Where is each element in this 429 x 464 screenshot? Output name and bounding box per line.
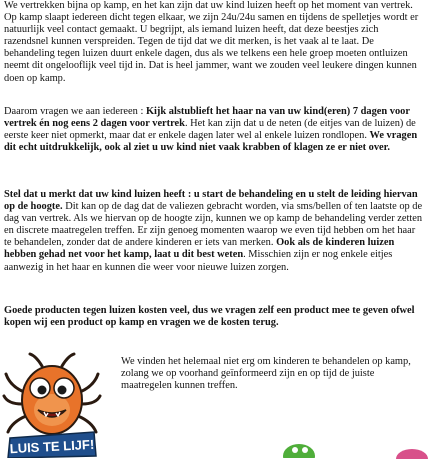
pink-decoration-icon — [396, 446, 429, 458]
paragraph-closing: We vinden het helemaal niet erg om kinderen te behandelen op kamp, zolang we op voorhand geïnformeerd zijn en op tijd de juiste maatregelen kunnen treffen. — [121, 356, 411, 392]
paragraph-intro: We vertrekken bijna op kamp, en het kan zijn dat uw kind luizen heeft op het moment van vertrek. Op kamp slaapt iedereen dicht tegen elkaar, we zijn 24u/24u samen en tijdens de spelletjes wordt er natuurlijk veel contact gemaakt. U begrijpt, als iemand luizen heeft, dat deze beestjes zich razendsnel kunnen verspreiden. Tegen de tijd dat we dit merken, is het vaak al te laat. De behandeling tegen luizen duurt enkele dagen, dus als we telkens een hele groep moeten ontluizen neemt dit ongelooflijk veel tijd in. Dat is heel jammer, want we zouden veel leukere dingen kunnen doen op kamp. — [4, 0, 419, 84]
procedure-body: Dit kan op de dag dat de valiezen gebracht worden, via sms/bellen of ten laatste op de dag van vertrek. Als we hiervan op de hoogte zijn, kunnen we op kamp de behandeling verder zetten en discrete maatregelen treffen. Er zijn genoeg momenten waarop we even tijd hebben om het haar te behandelen, zonder dat de andere kinderen er iets van merken. — [4, 201, 423, 249]
paragraph-procedure — [4, 189, 425, 274]
procedure-tail: . Misschien zijn er nog enkele eitjes aanwezig in het haar en kunnen die weer voor nieuwe luizen zorgen. — [4, 249, 393, 273]
request-bold-1: Kijk alstublieft het haar na van uw kind(eren) 7 dagen voor vertrek én nog eens 2 dagen voor vertrek — [4, 106, 410, 130]
request-bold-2: We vragen dit echt uitdrukkelijk, ook al ziet u uw kind niet vaak krabben of klagen ze er niet over. — [4, 130, 418, 154]
green-decoration-icon — [281, 442, 321, 458]
louse-mascot-icon — [2, 352, 102, 458]
procedure-bold-1: Stel dat u merkt dat uw kind luizen heeft : u start de behandeling en u stelt de leiding hiervan op de hoogte. — [4, 189, 418, 213]
logo-text: LUIS TE LIJF! — [9, 436, 95, 457]
request-body: . Het kan zijn dat u de neten (de eitjes van de luizen) de eerste keer niet opmerkt, maar dat er enkele dagen later wel al enkele luizen rondlopen. — [4, 118, 416, 142]
luis-te-lijf-logo — [2, 352, 102, 458]
paragraph-products — [4, 305, 425, 329]
request-lead: Daarom vragen we aan iedereen : — [4, 106, 146, 117]
paragraph-request — [4, 106, 425, 154]
procedure-bold-2: Ook als de kinderen luizen hebben gehad net voor het kamp, laat u dit best weten — [4, 237, 395, 261]
products-text: Goede producten tegen luizen kosten veel, dus we vragen zelf een product mee te geven ofwel kopen wij een product op kamp en vragen we de kosten terug. — [4, 305, 415, 329]
